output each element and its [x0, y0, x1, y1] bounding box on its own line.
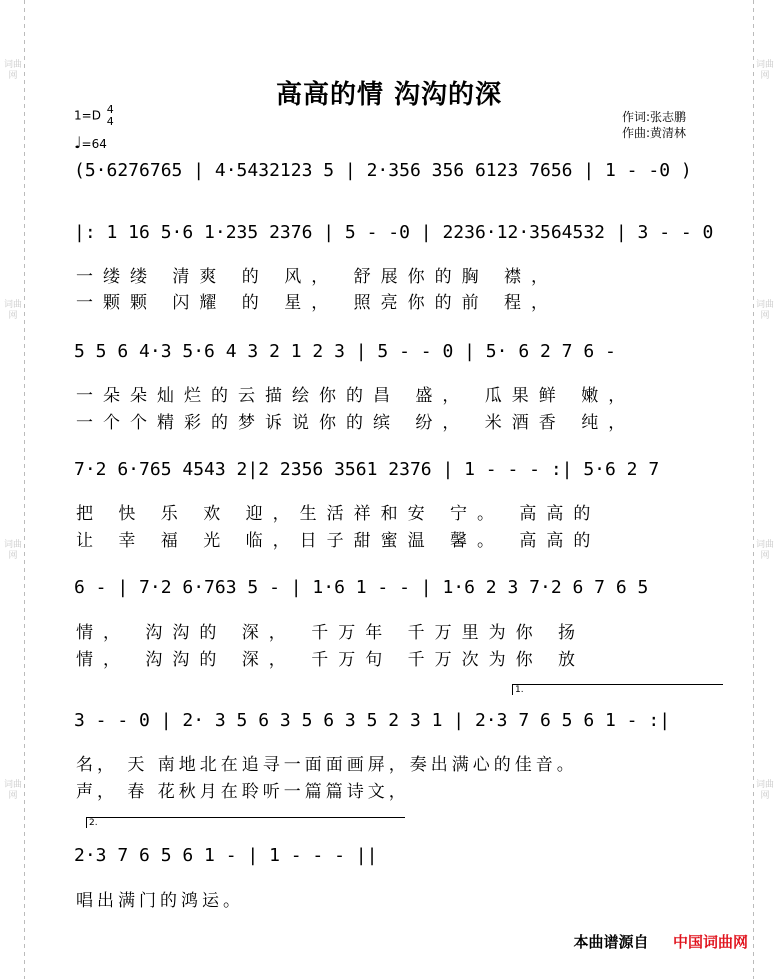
lyric-verse1: 情， 沟沟的 深， 千万年 千万里为你 扬 — [76, 623, 586, 643]
watermark-left: 词曲网 — [3, 60, 22, 81]
watermark-right: 词曲网 — [755, 300, 774, 321]
lyricist: 作词:张志鹏 — [622, 110, 687, 124]
time-signature-top: 4 — [106, 103, 114, 116]
source-brand-link[interactable]: 中国词曲网 — [672, 933, 748, 951]
lyric-verse2: 情， 沟沟的 深， 千万句 千万次为你 放 — [76, 650, 586, 670]
watermark-left: 词曲网 — [3, 300, 22, 321]
lyric-verse2: 一个个精彩的梦诉说你的缤 纷， 米酒香 纯， — [76, 413, 636, 433]
watermark-left: 词曲网 — [3, 540, 22, 561]
lyric-verse1: 把 快 乐 欢 迎，生活祥和安 宁。 高高的 — [76, 504, 601, 524]
left-border — [24, 0, 25, 979]
lyric-verse1: 唱出满门的鸿运。 — [76, 891, 244, 911]
notation-line-7: 2·3 7 6 5 6 1 - | 1 - - - || — [74, 845, 378, 866]
watermark-right: 词曲网 — [755, 60, 774, 81]
composer: 作曲:黄清林 — [622, 126, 687, 140]
watermark-left: 词曲网 — [3, 780, 22, 801]
lyric-verse1: 一朵朵灿烂的云描绘你的昌 盛， 瓜果鲜 嫩， — [76, 386, 636, 406]
notation-line-1: (5·6276765 | 4·5432123 5 | 2·356 356 6123 7656 | 1 - -0 ) — [74, 160, 692, 181]
volta-bracket-1: 1. — [512, 684, 723, 695]
source-footer — [574, 931, 749, 952]
notation-line-3: 5 5 6 4·3 5·6 4 3 2 1 2 3 | 5 - - 0 | 5· 6 2 7 6 - — [74, 341, 616, 362]
time-signature-bottom: 4 — [106, 115, 114, 128]
right-border — [753, 0, 754, 979]
tempo-marking: ♩=64 — [74, 133, 107, 152]
lyric-verse1: 名， 天 南地北在追寻一面面画屏，奏出满心的佳音。 — [76, 755, 578, 775]
lyric-verse2: 声， 春 花秋月在聆听一篇篇诗文， — [76, 782, 410, 802]
watermark-right: 词曲网 — [755, 780, 774, 801]
lyric-verse2: 一颗颗 闪耀 的 星， 照亮你的前 程， — [76, 293, 559, 313]
notation-line-2: |: 1 16 5·6 1·235 2376 | 5 - -0 | 2236·12·3564532 | 3 - - 0 — [74, 222, 714, 243]
quarter-note-icon: ♩ — [74, 133, 82, 152]
notation-line-5: 6 - | 7·2 6·763 5 - | 1·6 1 - - | 1·6 2 3 7·2 6 7 6 5 — [74, 577, 649, 598]
notation-line-4: 7·2 6·765 4543 2|2 2356 3561 2376 | 1 - - - :| 5·6 2 7 — [74, 459, 660, 480]
notation-line-6: 3 - - 0 | 2· 3 5 6 3 5 6 3 5 2 3 1 | 2·3 7 6 5 6 1 - :| — [74, 710, 671, 731]
source-label: 本曲谱源自 — [573, 933, 649, 951]
volta-bracket-2: 2. — [86, 817, 405, 828]
lyric-verse1: 一缕缕 清爽 的 风， 舒展你的胸 襟， — [76, 267, 559, 287]
lyric-verse2: 让 幸 福 光 临，日子甜蜜温 馨。 高高的 — [76, 531, 601, 551]
song-title: 高高的情 沟沟的深 — [275, 80, 503, 110]
key-signature: 1=D 4 4 — [74, 103, 114, 128]
watermark-right: 词曲网 — [755, 540, 774, 561]
